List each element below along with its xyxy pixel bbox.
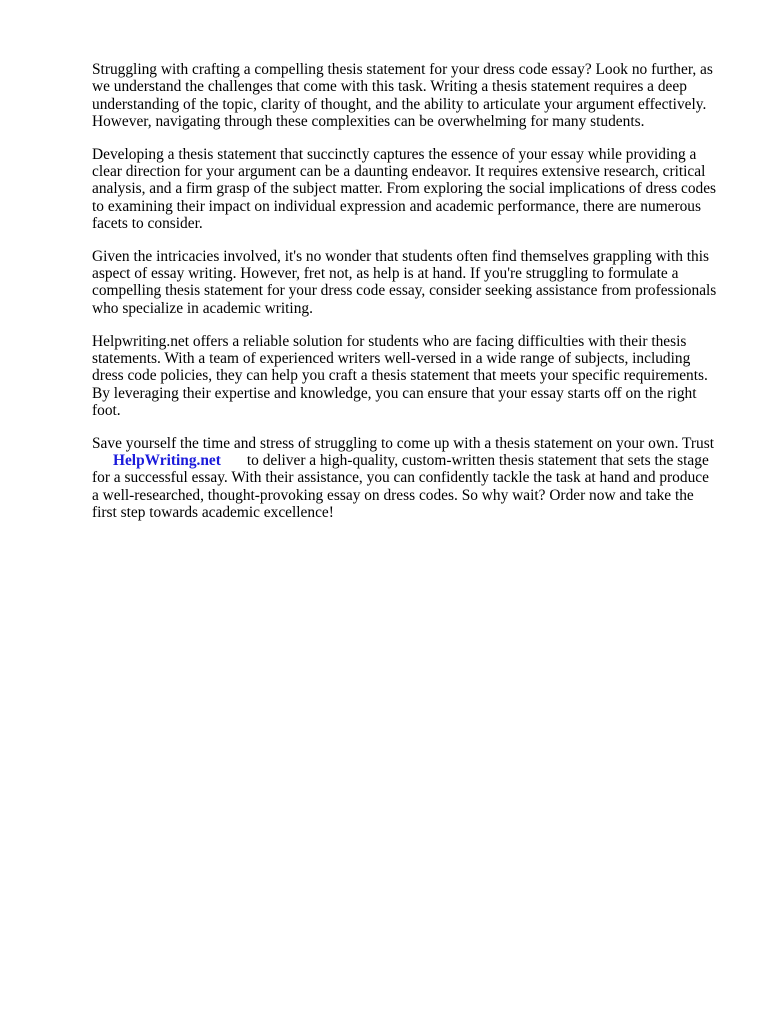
text-line: Developing a thesis statement that succinctly captures the essence of your essay while providing a <box>92 145 697 163</box>
paragraph-developing <box>92 146 724 232</box>
text-line: aspect of essay writing. However, fret not, as help is at hand. If you're struggling to formulate a <box>92 265 679 283</box>
text-line: who specialize in academic writing. <box>92 299 313 317</box>
text-line: compelling thesis statement for your dress code essay, consider seeking assistance from professionals <box>92 282 717 300</box>
paragraph-intricacies <box>92 248 724 317</box>
text-line: Helpwriting.net offers a reliable solution for students who are facing difficulties with their thesis <box>92 332 687 350</box>
document-page <box>92 61 724 537</box>
text-line: facets to consider. <box>92 214 203 232</box>
text-line: first step towards academic excellence! <box>92 503 334 521</box>
text-line: foot. <box>92 401 121 419</box>
text-line: analysis, and a firm grasp of the subject matter. From exploring the social implications of dress codes <box>92 180 717 198</box>
text-line: for a successful essay. With their assistance, you can confidently tackle the task at hand and produce <box>92 469 709 487</box>
text-line: to examining their impact on individual expression and academic performance, there are numerous <box>92 197 701 215</box>
text-line: However, navigating through these complexities can be overwhelming for many students. <box>92 112 645 130</box>
helpwriting-link[interactable]: HelpWriting.net <box>113 452 221 470</box>
text-line: clear direction for your argument can be a daunting endeavor. It requires extensive research, critical <box>92 163 706 181</box>
paragraph-helpwriting <box>92 333 724 419</box>
text-line: statements. With a team of experienced writers well-versed in a wide range of subjects, including <box>92 349 691 367</box>
text-line: a well-researched, thought-provoking essay on dress codes. So why wait? Order now and take the <box>92 486 694 504</box>
text-after-link: to deliver a high-quality, custom-written thesis statement that sets the stage <box>246 452 709 470</box>
text-line: we understand the challenges that come with this task. Writing a thesis statement requires a deep <box>92 78 687 96</box>
text-line: Save yourself the time and stress of struggling to come up with a thesis statement on your own. Trust <box>92 434 714 452</box>
paragraph-closing <box>92 435 724 521</box>
text-line: Struggling with crafting a compelling thesis statement for your dress code essay? Look no further, as <box>92 61 713 78</box>
paragraph-intro <box>92 61 724 130</box>
text-line-with-link <box>92 452 724 469</box>
text-line: dress code policies, they can help you craft a thesis statement that meets your specific requirements. <box>92 367 708 385</box>
text-line: understanding of the topic, clarity of thought, and the ability to articulate your argument effectively. <box>92 95 707 113</box>
text-line: Given the intricacies involved, it's no wonder that students often find themselves grappling with this <box>92 247 710 265</box>
text-line: By leveraging their expertise and knowledge, you can ensure that your essay starts off on the right <box>92 384 697 402</box>
